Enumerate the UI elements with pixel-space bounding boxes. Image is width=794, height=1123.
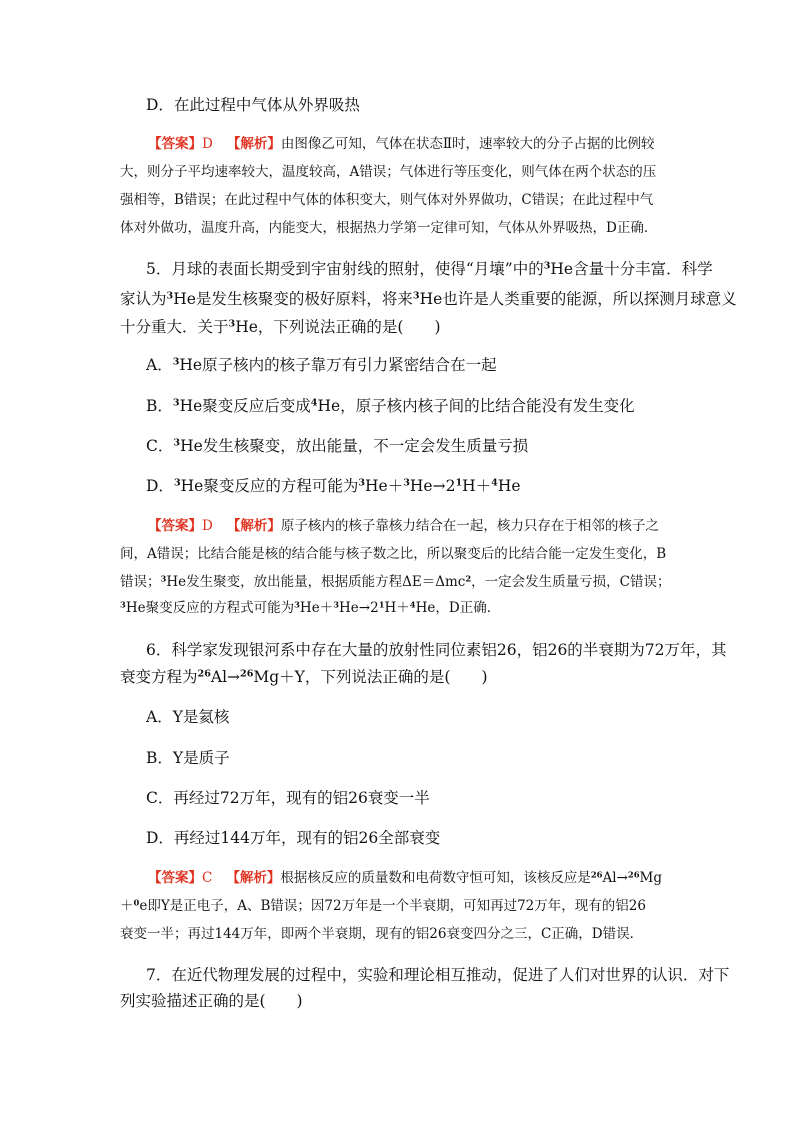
text: 十分重大．关于	[120, 318, 229, 336]
answer-value: C	[202, 870, 213, 886]
analysis-text: 由图像乙可知，气体在状态Ⅱ时，速率较大的分子占据的比例较	[280, 136, 655, 152]
text: Al→	[602, 870, 628, 886]
superscript: 3	[120, 599, 126, 610]
superscript: 26	[240, 668, 254, 680]
option-label: A．	[146, 356, 173, 374]
answer-value: D	[202, 518, 213, 534]
option-label: B．	[146, 397, 173, 415]
text: Mg＋Y，下列说法正确的是( )	[253, 668, 488, 686]
superscript: 26	[197, 668, 211, 680]
text: He，下列说法正确的是( )	[235, 318, 441, 336]
superscript: 3	[166, 290, 174, 302]
q5-answer-line-4	[120, 598, 500, 618]
superscript: 3	[358, 477, 366, 489]
q5-answer-line-2: 间，A错误；比结合能是核的结合能与核子数之比，所以聚变后的比结合能一定发生变化，B	[120, 546, 667, 562]
superscript: 3	[160, 573, 167, 584]
superscript: 4	[409, 599, 416, 610]
option-text: He聚变反应的方程可能为	[180, 477, 359, 495]
option-label: C．	[146, 437, 174, 455]
text: 5．月球的表面长期受到宇宙射线的照射，使得“月壤”中的	[146, 260, 544, 278]
text: 错误；	[120, 574, 161, 590]
option-text: He原子核内的核子靠万有引力紧密结合在一起	[179, 356, 497, 374]
q6-answer-line-3: 衰变一半；再过144万年，即两个半衰期，现有的铝26衰变四分之三，C正确，D错误．	[120, 926, 644, 942]
answer-tag: 【答案】	[148, 518, 202, 534]
text: He含量十分丰富．科学	[550, 260, 713, 278]
analysis-tag: 【解析】	[226, 136, 281, 152]
q7-stem-line-1: 7．在近代物理发展的过程中，实验和理论相互推动，促进了人们对世界的认识．对下	[146, 966, 730, 984]
text: He也许是人类重要的能源，所以探测月球意义	[419, 290, 737, 308]
text: He→2	[339, 600, 379, 616]
q5-option-d	[146, 476, 521, 496]
superscript: 3	[173, 437, 181, 449]
q5-stem-line-3	[120, 317, 441, 337]
answer-tag: 【答案】	[148, 870, 202, 886]
q4-answer-line-1	[148, 134, 655, 154]
q5-option-b	[146, 396, 635, 416]
superscript: 3	[403, 477, 410, 489]
q5-answer-line-1	[148, 516, 659, 536]
text: 家认为	[120, 290, 167, 308]
option-text: He，原子核内核子间的比结合能没有发生变化	[317, 397, 635, 415]
text: He聚变反应的方程式可能为	[125, 600, 295, 616]
option-text: He→2	[409, 477, 456, 495]
text: 衰变方程为	[120, 668, 198, 686]
text: He是发生核聚变的极好原料，将来	[173, 290, 413, 308]
answer-value: D	[202, 136, 213, 152]
q6-stem-line-1: 6．科学家发现银河系中存在大量的放射性同位素铝26，铝26的半衰期为72万年，其	[146, 641, 727, 659]
analysis-tag: 【解析】	[226, 518, 281, 534]
text: He发生聚变，放出能量，根据质能方程ΔE＝Δmc	[166, 574, 466, 590]
option-label: D．	[146, 477, 174, 495]
q4-answer-line-3: 强相等，B错误；在此过程中气体的体积变大，则气体对外界做功，C错误；在此过程中气	[120, 192, 654, 208]
text: Mg	[639, 870, 662, 886]
analysis-text: 原子核内的核子靠核力结合在一起，核力只存在于相邻的核子之	[280, 518, 659, 534]
q6-option-d: D．再经过144万年，现有的铝26全部衰变	[146, 829, 441, 847]
option-text: He聚变反应后变成	[179, 397, 311, 415]
superscript: 3	[172, 397, 180, 409]
superscript: 3	[172, 356, 180, 368]
superscript: 3	[294, 599, 300, 610]
text: Al→	[210, 668, 241, 686]
option-text: He发生核聚变，放出能量，不一定会发生质量亏损	[180, 437, 529, 455]
superscript: 4	[310, 397, 318, 409]
q4-option-d: D．在此过程中气体从外界吸热	[146, 96, 360, 114]
superscript: 4	[491, 477, 498, 489]
q6-option-c: C．再经过72万年，现有的铝26衰变一半	[146, 789, 430, 807]
answer-tag: 【答案】	[148, 136, 202, 152]
option-text: He	[497, 477, 521, 495]
superscript: 3	[228, 318, 236, 330]
superscript: 0	[133, 897, 140, 908]
q4-answer-line-2: 大，则分子平均速率较大，温度较高，A错误；气体进行等压变化，则气体在两个状态的压	[120, 164, 657, 180]
text: ，一定会发生质量亏损，C错误；	[471, 574, 671, 590]
superscript: 1	[455, 477, 463, 489]
superscript: 3	[333, 599, 340, 610]
q5-answer-line-3	[120, 572, 670, 592]
superscript: 3	[412, 290, 420, 302]
superscript: 26	[627, 869, 640, 880]
superscript: 2	[465, 573, 472, 584]
text: ＋	[120, 898, 134, 914]
q5-stem-line-1	[146, 259, 713, 279]
option-text: He＋	[365, 477, 404, 495]
q6-option-b: B．Y是质子	[146, 749, 230, 767]
superscript: 3	[543, 260, 551, 272]
q4-answer-line-4: 体对外做功，温度升高，内能变大，根据热力学第一定律可知，气体从外界吸热，D正确．	[120, 220, 658, 236]
analysis-text: 根据核反应的质量数和电荷数守恒可知，该核反应是	[280, 870, 591, 886]
text: H＋	[384, 600, 410, 616]
text: e即Y是正电子，A、B错误；因72万年是一个半衰期，可知再过72万年，现有的铝26	[139, 898, 646, 914]
superscript: 3	[173, 477, 181, 489]
superscript: 1	[378, 599, 385, 610]
q6-option-a: A．Y是氦核	[146, 708, 230, 726]
text: He，D正确．	[415, 600, 501, 616]
q7-stem-line-2: 列实验描述正确的是( )	[120, 992, 303, 1010]
text: He＋	[299, 600, 334, 616]
q6-answer-line-1	[148, 868, 662, 888]
analysis-tag: 【解析】	[226, 870, 281, 886]
q5-option-a	[146, 355, 497, 375]
q5-stem-line-2	[120, 289, 737, 309]
option-text: H＋	[462, 477, 492, 495]
q5-option-c	[146, 436, 528, 456]
q6-stem-line-2	[120, 667, 488, 687]
superscript: 26	[590, 869, 603, 880]
q6-answer-line-2	[120, 896, 646, 916]
